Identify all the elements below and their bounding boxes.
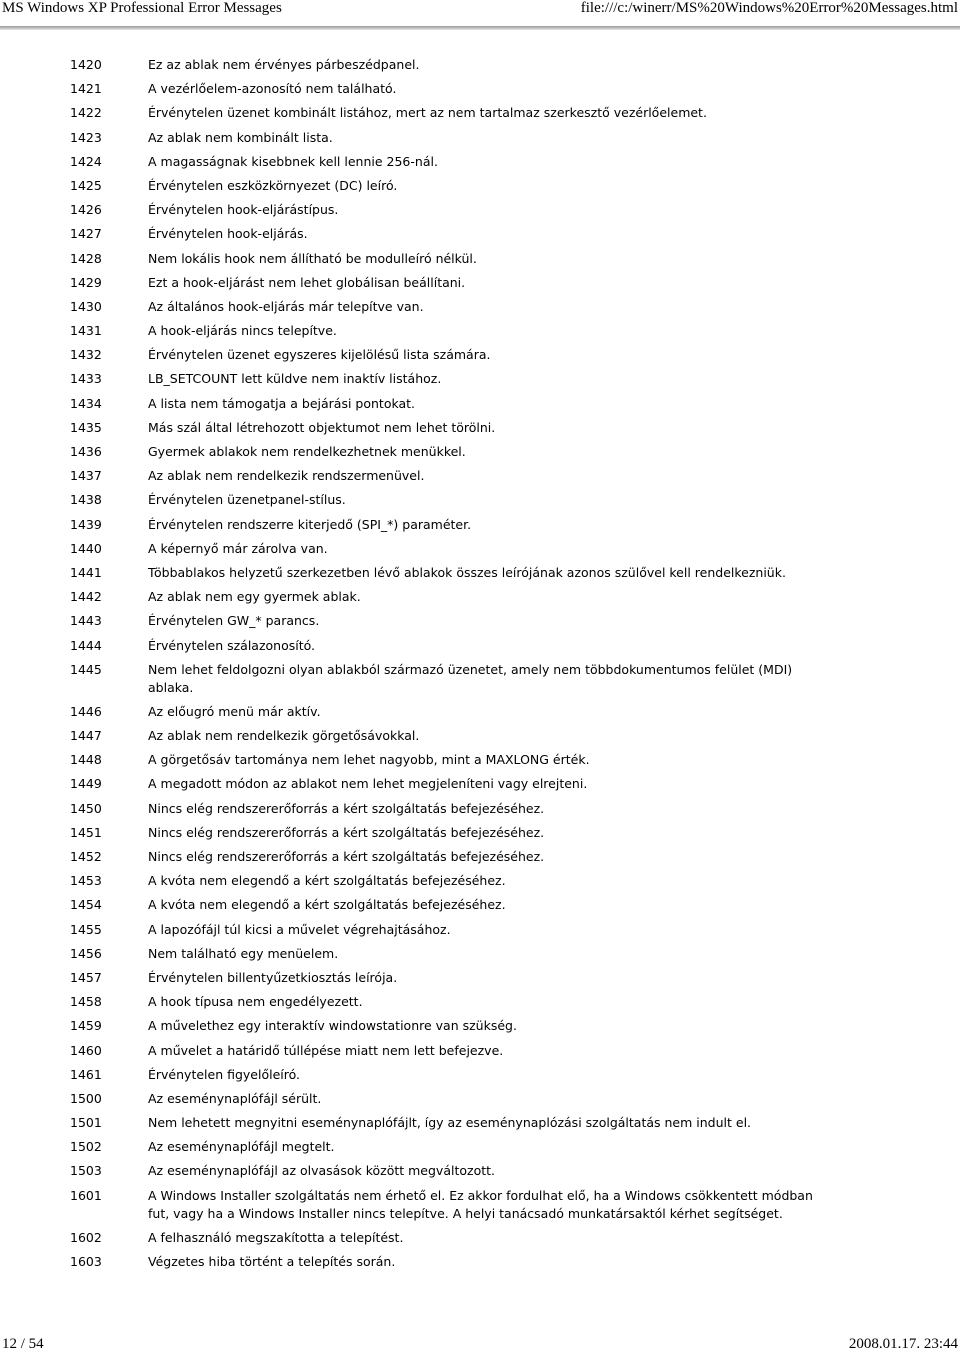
error-code: 1450 [70, 800, 102, 816]
page-number: 12 / 54 [2, 1336, 44, 1352]
error-code: 1420 [70, 57, 102, 72]
table-row [70, 993, 830, 1011]
error-code: 1428 [70, 250, 102, 266]
table-row [70, 564, 830, 582]
table-row [70, 153, 830, 171]
error-code: 1444 [70, 637, 102, 653]
error-message: Nem lokális hook nem állítható be modulleíró nélkül. [148, 250, 477, 266]
table-row [70, 201, 830, 219]
table-row [70, 637, 830, 655]
table-row [70, 274, 830, 292]
error-message: A hook-eljárás nincs telepítve. [148, 323, 337, 339]
table-row [70, 322, 830, 340]
error-message: LB_SETCOUNT lett küldve nem inaktív listához. [148, 371, 442, 387]
error-code: 1502 [70, 1139, 102, 1155]
table-row [70, 225, 830, 243]
table-row [70, 969, 830, 987]
error-code: 1501 [70, 1115, 102, 1131]
table-row [70, 1138, 830, 1156]
error-code: 1461 [70, 1066, 102, 1082]
table-row [70, 516, 830, 534]
error-code: 1422 [70, 105, 102, 121]
error-code: 1602 [70, 1229, 102, 1245]
error-code: 1458 [70, 994, 102, 1010]
error-message: Az eseménynaplófájl megtelt. [148, 1139, 335, 1155]
table-row [70, 1090, 830, 1108]
error-code: 1500 [70, 1090, 102, 1106]
error-message: Érvénytelen üzenet egyszeres kijelölésű lista számára. [148, 347, 491, 363]
table-row [70, 346, 830, 364]
table-row [70, 540, 830, 558]
table-row [70, 395, 830, 413]
error-code: 1424 [70, 153, 102, 169]
error-message: Érvénytelen eszközkörnyezet (DC) leíró. [148, 177, 398, 193]
error-code: 1447 [70, 728, 102, 744]
error-code: 1455 [70, 921, 102, 937]
page-footer [0, 1336, 960, 1354]
table-row [70, 872, 830, 890]
error-message: Érvénytelen figyelőleíró. [148, 1066, 301, 1082]
table-row [70, 751, 830, 769]
error-message: A művelethez egy interaktív windowstationre van szükség. [148, 1018, 517, 1034]
table-row [70, 443, 830, 461]
table-row [70, 703, 830, 721]
table-row [70, 921, 830, 939]
table-row [70, 1162, 830, 1180]
table-row [70, 727, 830, 745]
error-code: 1601 [70, 1187, 102, 1203]
error-code: 1431 [70, 323, 102, 339]
error-message: A lapozófájl túl kicsi a művelet végrehajtásához. [148, 921, 451, 937]
document-url: file:///c:/winerr/MS%20Windows%20Error%20Messages.html [580, 0, 958, 16]
error-code: 1503 [70, 1163, 102, 1179]
table-row [70, 129, 830, 147]
error-code: 1439 [70, 516, 102, 532]
table-row [70, 1253, 830, 1271]
error-message: Gyermek ablakok nem rendelkezhetnek menükkel. [148, 444, 466, 459]
error-code: 1423 [70, 129, 102, 145]
error-message: Az eseménynaplófájl az olvasások között megváltozott. [148, 1163, 495, 1179]
table-row [70, 661, 830, 697]
error-message: A Windows Installer szolgáltatás nem érhető el. Ez akkor fordulhat elő, ha a Windows csökkentett módban fut, vagy ha a Windows Installer nincs telepítve. A helyi tanácsadó munkatársaktól kérhet segítséget. [148, 1187, 813, 1221]
error-message: Érvénytelen billentyűzetkiosztás leírója. [148, 969, 398, 985]
error-code: 1421 [70, 81, 102, 97]
error-message: Más szál által létrehozott objektumot nem lehet törölni. [148, 419, 496, 435]
table-row [70, 848, 830, 866]
page-header [0, 0, 960, 22]
error-code: 1441 [70, 564, 102, 580]
table-row [70, 104, 830, 122]
table-row [70, 1042, 830, 1060]
table-row [70, 824, 830, 842]
table-row [70, 56, 830, 74]
error-message: Nincs elég rendszererőforrás a kért szolgáltatás befejezéséhez. [148, 824, 545, 840]
error-code: 1435 [70, 419, 102, 435]
error-code: 1427 [70, 226, 102, 242]
error-code: 1429 [70, 274, 102, 290]
table-row [70, 250, 830, 268]
table-row [70, 1114, 830, 1132]
error-message: A kvóta nem elegendő a kért szolgáltatás befejezéséhez. [148, 873, 506, 889]
error-message: Érvénytelen GW_* parancs. [148, 613, 320, 629]
table-row [70, 1229, 830, 1247]
error-message: A kvóta nem elegendő a kért szolgáltatás befejezéséhez. [148, 897, 506, 913]
error-code: 1442 [70, 589, 102, 605]
error-message: Az ablak nem egy gyermek ablak. [148, 589, 361, 605]
error-code: 1459 [70, 1018, 102, 1034]
error-message: A görgetősáv tartománya nem lehet nagyobb, mint a MAXLONG érték. [148, 752, 590, 768]
error-code: 1436 [70, 444, 102, 459]
table-row [70, 298, 830, 316]
table-row [70, 467, 830, 485]
error-message: Nem lehetett megnyitni eseménynaplófájlt, így az eseménynaplózási szolgáltatás nem indult el. [148, 1115, 752, 1131]
table-row [70, 1066, 830, 1084]
error-code: 1443 [70, 613, 102, 629]
error-message: A művelet a határidő túllépése miatt nem lett befejezve. [148, 1042, 504, 1058]
error-code: 1603 [70, 1254, 102, 1269]
error-message: Érvénytelen hook-eljárás. [148, 226, 308, 242]
error-message: Az ablak nem rendelkezik görgetősávokkal. [148, 728, 420, 744]
print-datetime: 2008.01.17. 23:44 [848, 1336, 958, 1352]
error-message: Érvénytelen üzenetpanel-stílus. [148, 492, 346, 508]
error-code: 1456 [70, 945, 102, 961]
error-message: Érvénytelen rendszerre kiterjedő (SPI_*) paraméter. [148, 516, 472, 532]
error-code: 1453 [70, 873, 102, 889]
error-message: Nincs elég rendszererőforrás a kért szolgáltatás befejezéséhez. [148, 849, 545, 864]
error-message: Az eseménynaplófájl sérült. [148, 1090, 322, 1106]
error-code: 1433 [70, 371, 102, 387]
error-code: 1454 [70, 897, 102, 913]
error-message: Nincs elég rendszererőforrás a kért szolgáltatás befejezéséhez. [148, 800, 545, 816]
table-row [70, 1017, 830, 1035]
error-message: Az előugró menü már aktív. [148, 703, 321, 719]
header-separator [0, 26, 960, 30]
error-message: A felhasználó megszakította a telepítést. [148, 1229, 404, 1245]
error-code: 1438 [70, 492, 102, 508]
error-code: 1452 [70, 849, 102, 864]
error-message: A magasságnak kisebbnek kell lennie 256-nál. [148, 153, 438, 169]
table-row [70, 80, 830, 98]
error-message: Érvénytelen üzenet kombinált listához, mert az nem tartalmaz szerkesztő vezérlőelemet. [148, 105, 707, 121]
error-message-table [70, 56, 830, 1277]
table-row [70, 1187, 830, 1223]
error-code: 1437 [70, 468, 102, 484]
error-code: 1426 [70, 202, 102, 218]
error-message: Ezt a hook-eljárást nem lehet globálisan beállítani. [148, 274, 466, 290]
error-code: 1457 [70, 969, 102, 985]
table-row [70, 177, 830, 195]
error-code: 1448 [70, 752, 102, 768]
table-row [70, 775, 830, 793]
error-message: Érvénytelen szálazonosító. [148, 637, 316, 653]
error-message: Nem lehet feldolgozni olyan ablakból származó üzenetet, amely nem többdokumentumos felület (MDI) ablaka. [148, 661, 793, 695]
error-message: A képernyő már zárolva van. [148, 540, 328, 556]
error-message: A megadott módon az ablakot nem lehet megjeleníteni vagy elrejteni. [148, 776, 588, 792]
error-code: 1432 [70, 347, 102, 363]
error-code: 1451 [70, 824, 102, 840]
error-code: 1446 [70, 703, 102, 719]
error-code: 1440 [70, 540, 102, 556]
error-code: 1434 [70, 395, 102, 411]
error-code: 1445 [70, 661, 102, 677]
table-row [70, 370, 830, 388]
error-message: Végzetes hiba történt a telepítés során. [148, 1254, 396, 1269]
table-row [70, 588, 830, 606]
error-code: 1430 [70, 298, 102, 314]
error-code: 1449 [70, 776, 102, 792]
error-message: Többablakos helyzetű szerkezetben lévő ablakok összes leírójának azonos szülővel kell rendelkezniük. [148, 564, 786, 580]
error-message: Nem található egy menüelem. [148, 945, 339, 961]
table-row [70, 612, 830, 630]
error-message: A vezérlőelem-azonosító nem található. [148, 81, 397, 97]
error-message: Az ablak nem rendelkezik rendszermenüvel. [148, 468, 425, 484]
error-message: Az ablak nem kombinált lista. [148, 129, 333, 145]
table-row [70, 491, 830, 509]
document-title: MS Windows XP Professional Error Messages [2, 0, 282, 16]
error-message: Ez az ablak nem érvényes párbeszédpanel. [148, 57, 420, 72]
error-message: A lista nem támogatja a bejárási pontokat. [148, 395, 416, 411]
table-row [70, 419, 830, 437]
table-row [70, 800, 830, 818]
error-message: Az általános hook-eljárás már telepítve van. [148, 298, 424, 314]
error-code: 1425 [70, 177, 102, 193]
table-row [70, 896, 830, 914]
error-message: Érvénytelen hook-eljárástípus. [148, 202, 339, 218]
table-row [70, 945, 830, 963]
error-message: A hook típusa nem engedélyezett. [148, 994, 363, 1010]
error-code: 1460 [70, 1042, 102, 1058]
